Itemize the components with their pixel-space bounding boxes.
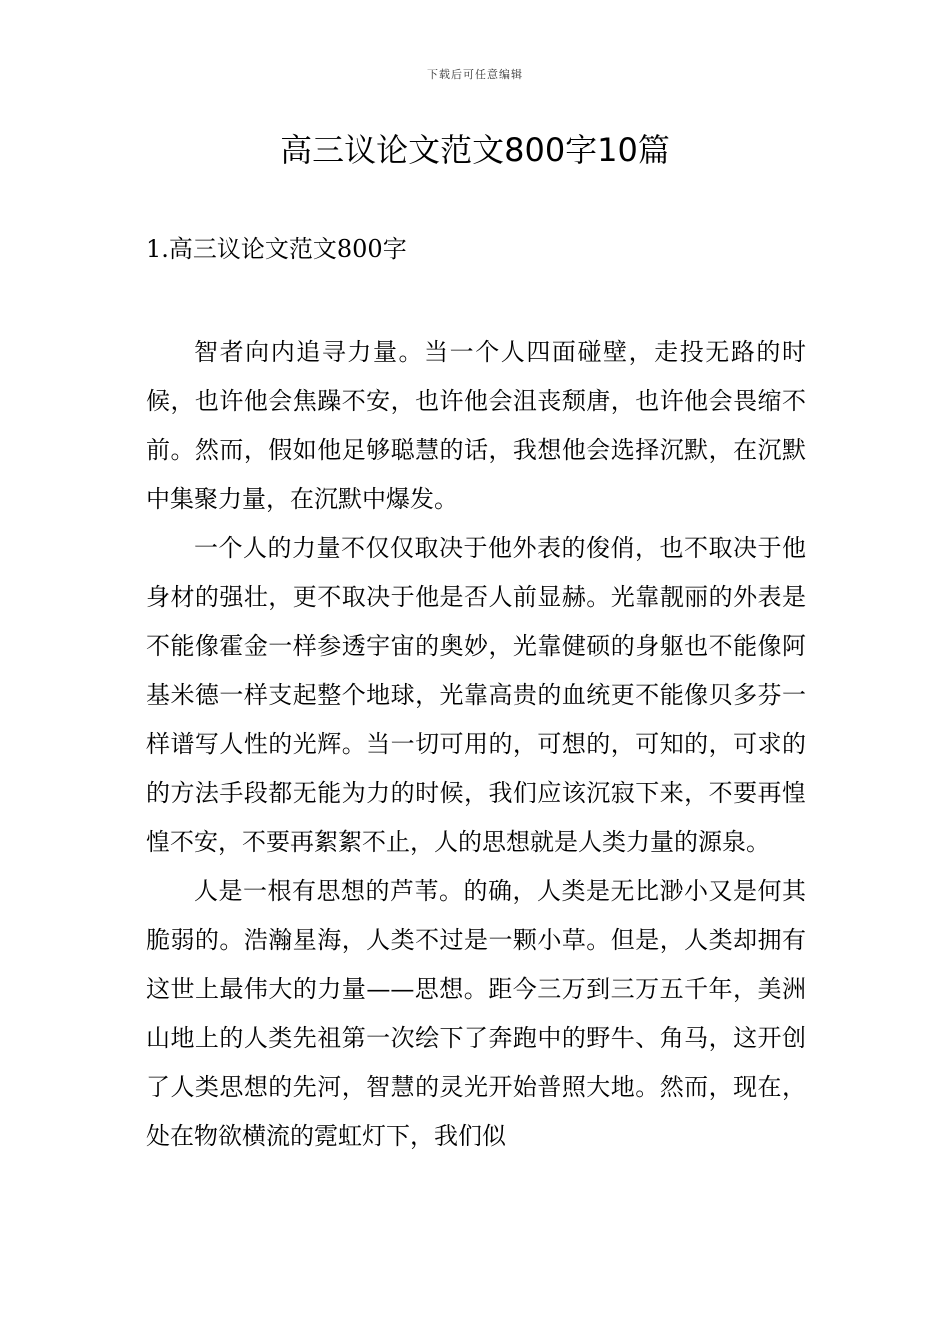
article-body [146, 328, 806, 1161]
header-note: 下载后可任意编辑 [427, 68, 523, 81]
paragraph: 一个人的力量不仅仅取决于他外表的俊俏，也不取决于他身材的强壮，更不取决于他是否人前显赫。光靠靓丽的外表是不能像霍金一样参透宇宙的奥妙，光靠健硕的身躯也不能像阿基米德一样支起整个地球，光靠高贵的血统更不能像贝多芬一样谱写人性的光辉。当一切可用的，可想的，可知的，可求的的方法手段都无能为力的时候，我们应该沉寂下来，不要再惶惶不安，不要再絮絮不止，人的思想就是人类力量的源泉。 [146, 534, 806, 856]
section-heading: 1.高三议论文范文800字 [146, 235, 407, 263]
paragraph: 智者向内追寻力量。当一个人四面碰壁，走投无路的时候，也许他会焦躁不安，也许他会沮丧颓唐，也许他会畏缩不前。然而，假如他足够聪慧的话，我想他会选择沉默，在沉默中集聚力量，在沉默中爆发。 [146, 338, 806, 513]
paragraph: 人是一根有思想的芦苇。的确，人类是无比渺小又是何其脆弱的。浩瀚星海，人类不过是一颗小草。但是，人类却拥有这世上最伟大的力量——思想。距今三万到三万五千年，美洲山地上的人类先祖第一次绘下了奔跑中的野牛、角马，这开创了人类思想的先河，智慧的灵光开始普照大地。然而，现在，处在物欲横流的霓虹灯下，我们似 [146, 877, 806, 1150]
document-title: 高三议论文范文800字10篇 [280, 131, 670, 169]
